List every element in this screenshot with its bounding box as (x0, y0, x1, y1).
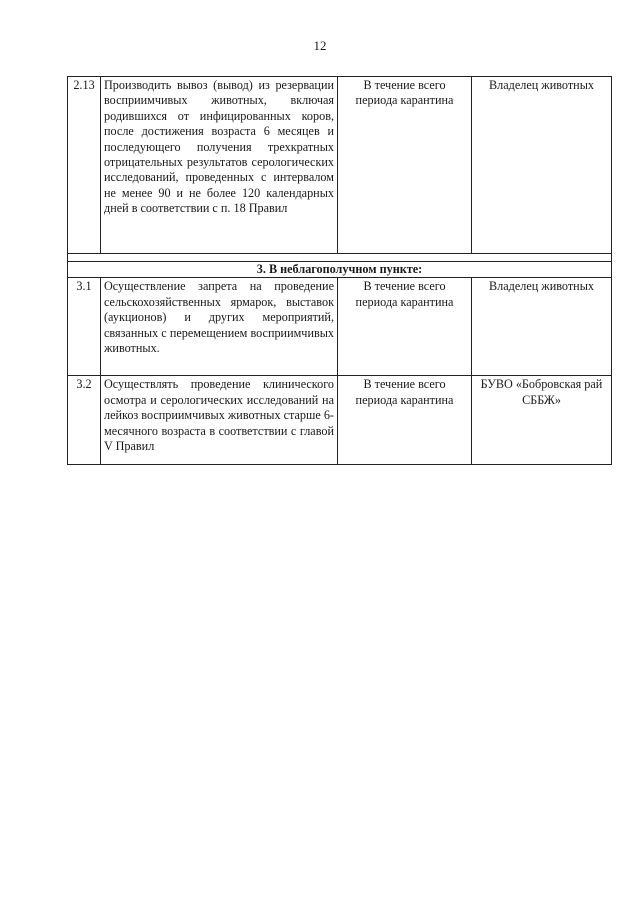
spacer-cell (68, 254, 612, 262)
row-term: В течение всего периода карантина (338, 77, 472, 254)
row-number: 3.1 (68, 278, 101, 376)
row-number: 3.2 (68, 376, 101, 465)
row-responsible: БУВО «Бобровская рай СББЖ» (472, 376, 612, 465)
row-number: 2.13 (68, 77, 101, 254)
table-row (68, 278, 612, 376)
row-term: В течение всего периода карантина (338, 376, 472, 465)
quarantine-measures-table (67, 76, 612, 465)
row-action: Производить вывоз (вывод) из резервации восприимчивых животных, включая родившихся от инфицированных коров, после достижения возраста 6 месяцев и последующего получения трехкратных отрицательных результатов серологических исследований, проведенных с интервалом не менее 90 и не более 120 календарных дней в соответствии с п. 18 Правил (101, 77, 338, 254)
row-spacer (68, 254, 612, 262)
row-action: Осуществлять проведение клинического осмотра и серологических исследований на лейкоз восприимчивых животных старше 6-месячного возраста в соответствии с главой V Правил (101, 376, 338, 465)
table-row (68, 77, 612, 254)
section-title: 3. В неблагополучном пункте: (68, 262, 612, 278)
table-row (68, 376, 612, 465)
section-header-row (68, 262, 612, 278)
row-action: Осуществление запрета на проведение сельскохозяйственных ярмарок, выставок (аукционов) и других мероприятий, связанных с перемещением восприимчивых животных. (101, 278, 338, 376)
row-responsible: Владелец животных (472, 278, 612, 376)
page-number: 12 (313, 38, 327, 53)
row-term: В течение всего периода карантина (338, 278, 472, 376)
row-responsible: Владелец животных (472, 77, 612, 254)
